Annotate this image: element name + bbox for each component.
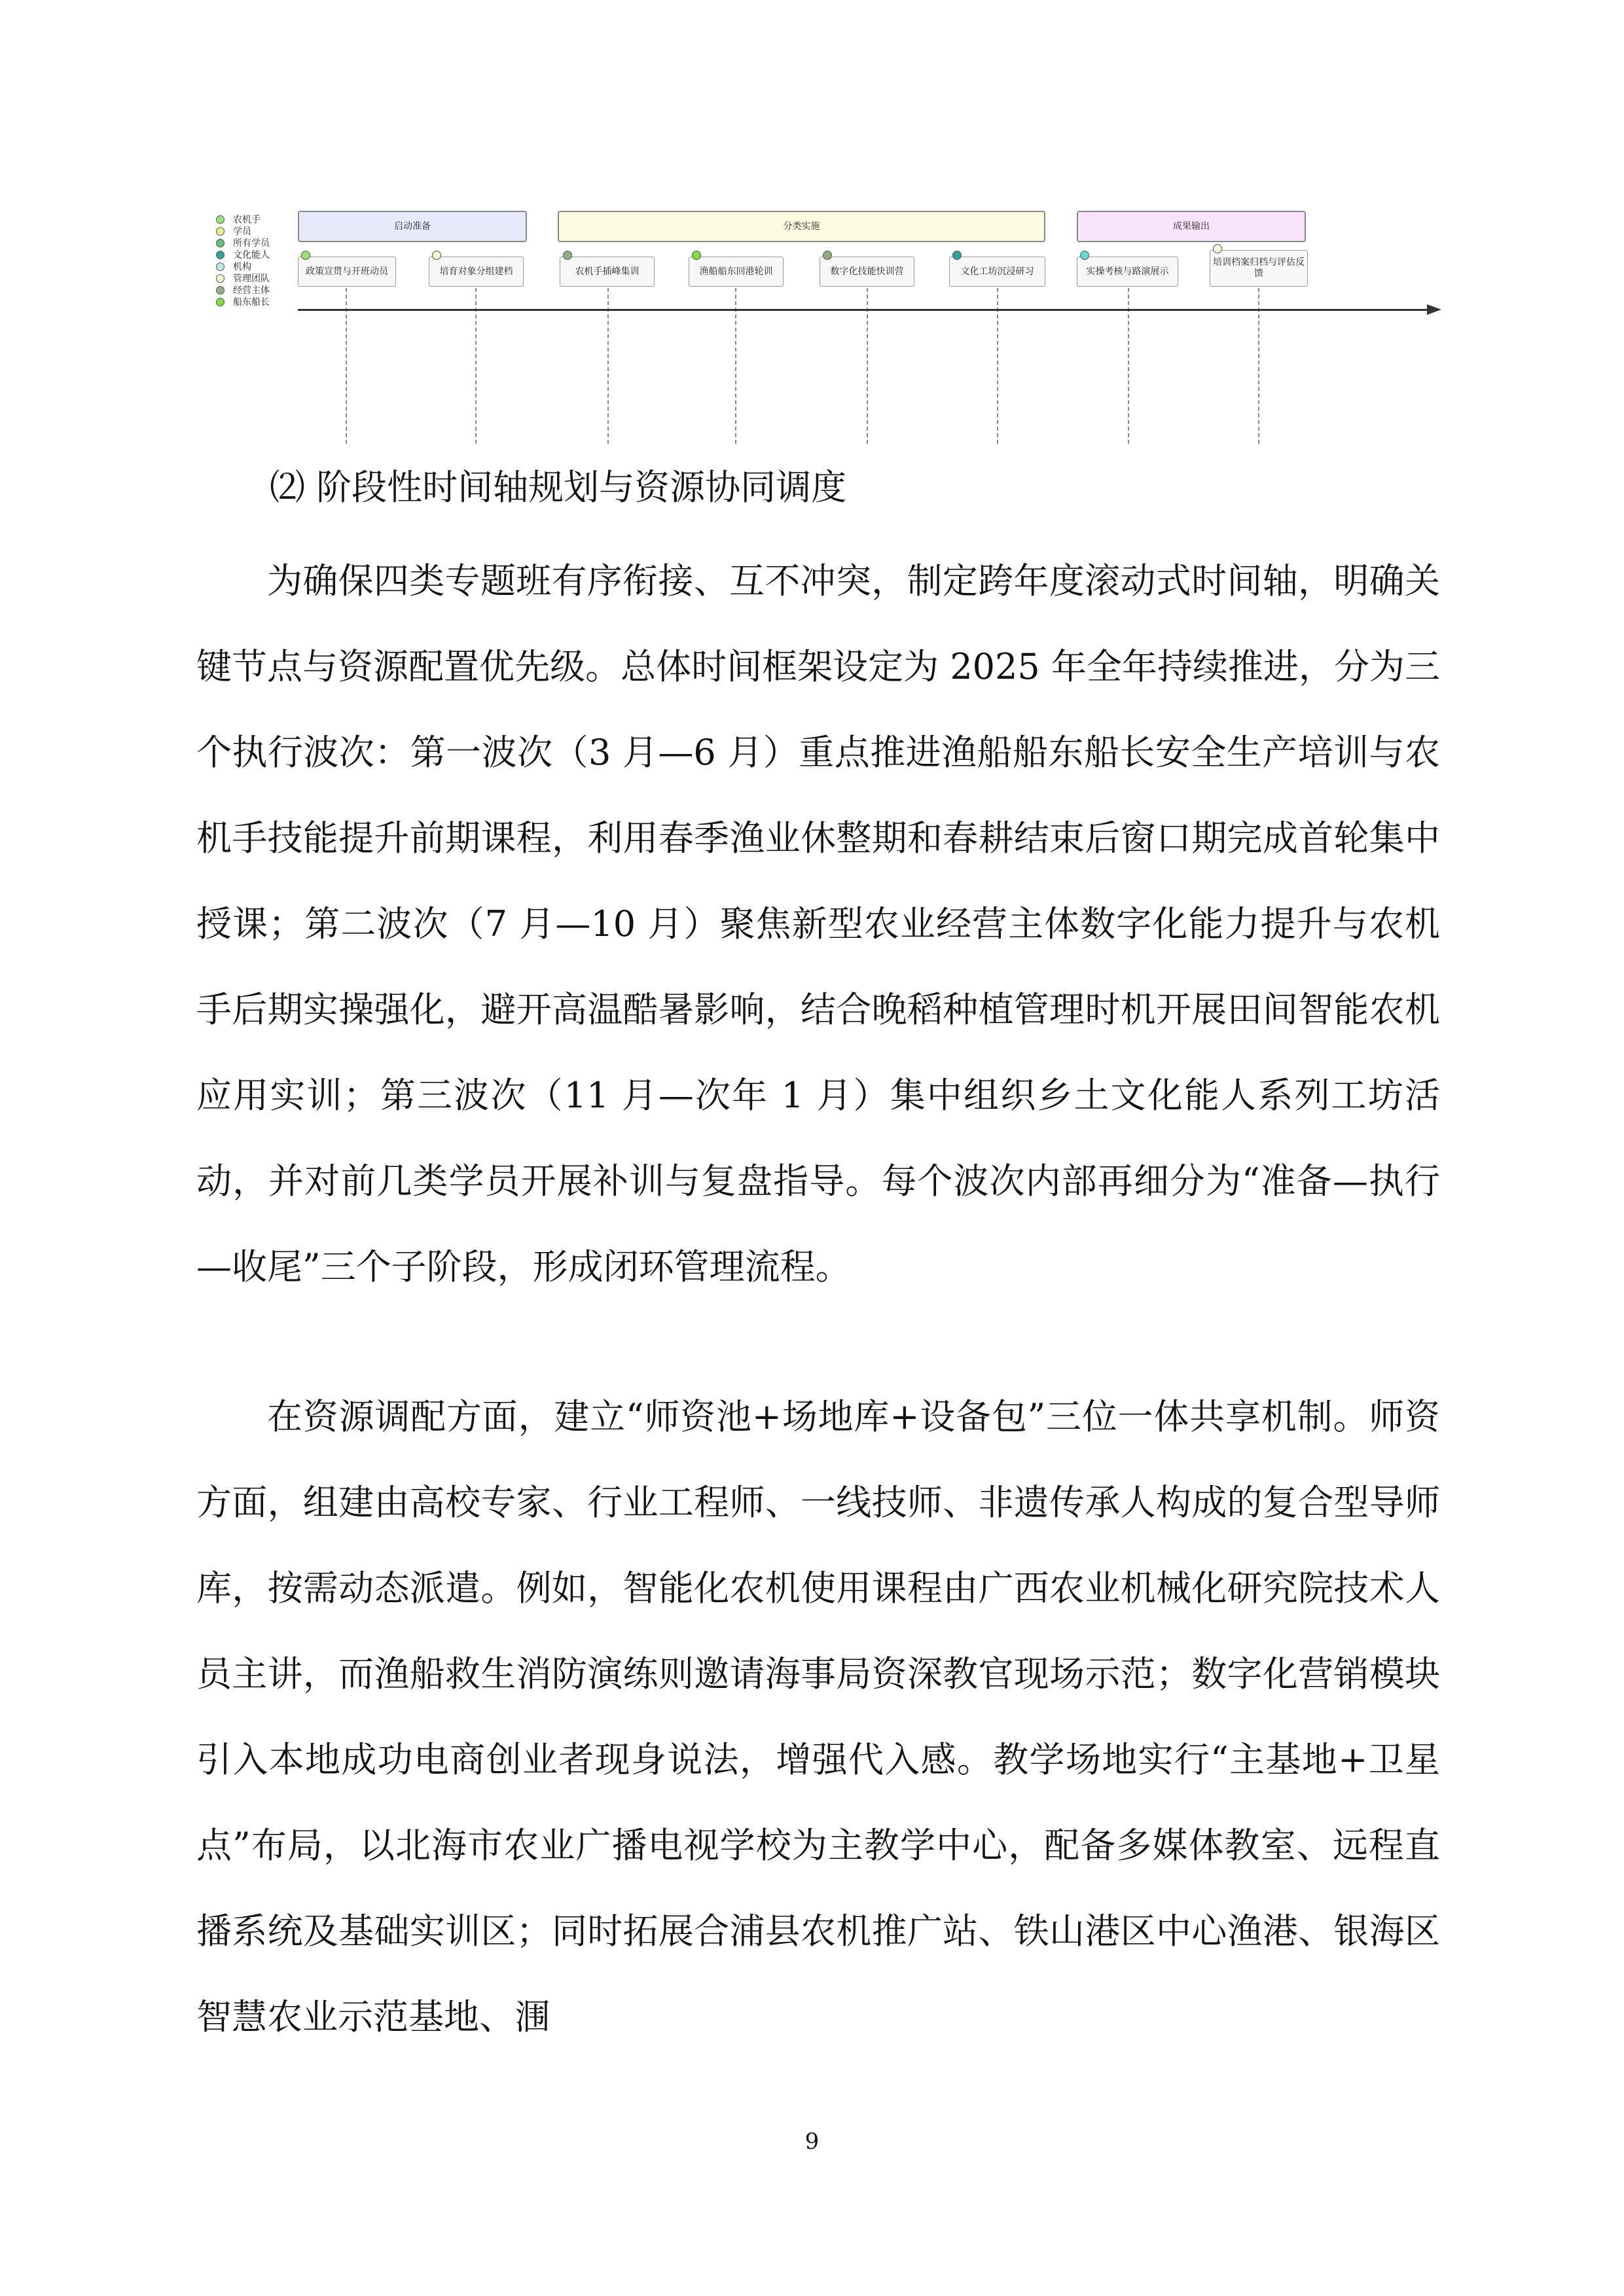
task-archive-feedback <box>1210 250 1308 287</box>
legend-dot <box>216 251 225 259</box>
page-number: 9 <box>804 2128 820 2155</box>
guide-line <box>1258 288 1259 444</box>
status-dot-icon <box>952 251 962 260</box>
task-culture-workshop <box>949 257 1045 287</box>
legend-dot <box>216 227 225 236</box>
guide-line <box>475 288 477 444</box>
task-digital-camp <box>820 257 914 287</box>
legend-dot <box>216 286 225 295</box>
status-dot-icon <box>563 251 572 260</box>
legend-label: 学员 <box>233 226 251 237</box>
section-heading: ⑵ 阶段性时间轴规划与资源协同调度 <box>270 467 847 508</box>
guide-line <box>867 288 868 444</box>
timeline-axis <box>298 309 1430 311</box>
legend-label: 机构 <box>233 262 251 272</box>
legend-dot <box>216 239 225 247</box>
legend-label: 所有学员 <box>233 238 270 249</box>
status-dot-icon <box>823 251 832 260</box>
task-machinery-training <box>560 257 655 287</box>
guide-line <box>346 288 347 444</box>
task-fishing-training <box>689 257 784 287</box>
legend-label: 文化能人 <box>233 250 270 260</box>
task-label: 政策宣贯与开班动员 <box>306 266 388 277</box>
paragraph: 为确保四类专题班有序衔接、互不冲突，制定跨年度滚动式时间轴，明确关键节点与资源配置优先级。总体时间框架设定为 2025 年全年持续推进，分为三个执行波次：第一波次（3 月—6 月）重点推进渔船船东船长安全生产培训与农机手技能提升前期课程，利用春季渔业休整期和春耕结束后窗口期完成首轮集中授课；第二波次（7 月—10 月）聚焦新型农业经营主体数字化能力提升与农机手后期实操强化，避开高温酷暑影响，结合晚稻种植管理时机开展田间智能农机应用实训；第三波次（11 月—次年 1 月）集中组织乡土文化能人系列工坊活动，并对前几类学员开展补训与复盘指导。每个波次内部再细分为“准备—执行—收尾”三个子阶段，形成闭环管理流程。 <box>196 560 1440 1287</box>
task-label: 数字化技能快训营 <box>830 266 904 277</box>
task-policy-kickoff <box>298 257 396 287</box>
task-label: 农机手插峰集训 <box>575 266 640 277</box>
phase-implementation: 分类实施 <box>558 211 1045 242</box>
legend-label: 经营主体 <box>233 285 270 296</box>
phase-output: 成果输出 <box>1077 211 1306 242</box>
phase-startup: 启动准备 <box>298 211 527 242</box>
legend-dot <box>216 215 225 224</box>
task-assessment <box>1077 257 1178 287</box>
task-label: 文化工坊沉浸研习 <box>960 266 1034 277</box>
status-dot-icon <box>692 251 701 260</box>
task-label: 实操考核与路演展示 <box>1086 266 1169 277</box>
task-label: 培育对象分组建档 <box>439 266 513 277</box>
status-dot-icon <box>1213 244 1222 253</box>
guide-line <box>735 288 736 444</box>
status-dot-icon <box>1080 251 1089 260</box>
task-label: 培训档案归档与评估反馈 <box>1213 257 1305 279</box>
timeline-diagram <box>196 203 1362 445</box>
legend-dot <box>216 274 225 283</box>
guide-line <box>997 288 998 444</box>
legend-label: 农机手 <box>233 215 261 225</box>
task-label: 渔船船东回港轮训 <box>699 266 773 277</box>
legend-dot <box>216 262 225 271</box>
guide-line <box>607 288 609 444</box>
status-dot-icon <box>432 251 441 260</box>
legend-label: 管理团队 <box>233 274 270 284</box>
arrow-right-icon <box>1427 304 1441 315</box>
status-dot-icon <box>301 251 310 260</box>
paragraph: 在资源调配方面，建立“师资池+场地库+设备包”三位一体共享机制。师资方面，组建由高校专家、行业工程师、一线技师、非遗传承人构成的复合型导师库，按需动态派遣。例如，智能化农机使用课程由广西农业机械化研究院技术人员主讲，而渔船救生消防演练则邀请海事局资深教官现场示范；数字化营销模块引入本地成功电商创业者现身说法，增强代入感。教学场地实行“主基地+卫星点”布局，以北海市农业广播电视学校为主教学中心，配备多媒体教室、远程直播系统及基础实训区；同时拓展合浦县农机推广站、铁山港区中心渔港、银海区智慧农业示范基地、涠 <box>196 1396 1440 2037</box>
legend-dot <box>216 298 225 306</box>
task-grouping <box>429 257 524 287</box>
legend-label: 船东船长 <box>233 297 270 308</box>
guide-line <box>1128 288 1129 444</box>
